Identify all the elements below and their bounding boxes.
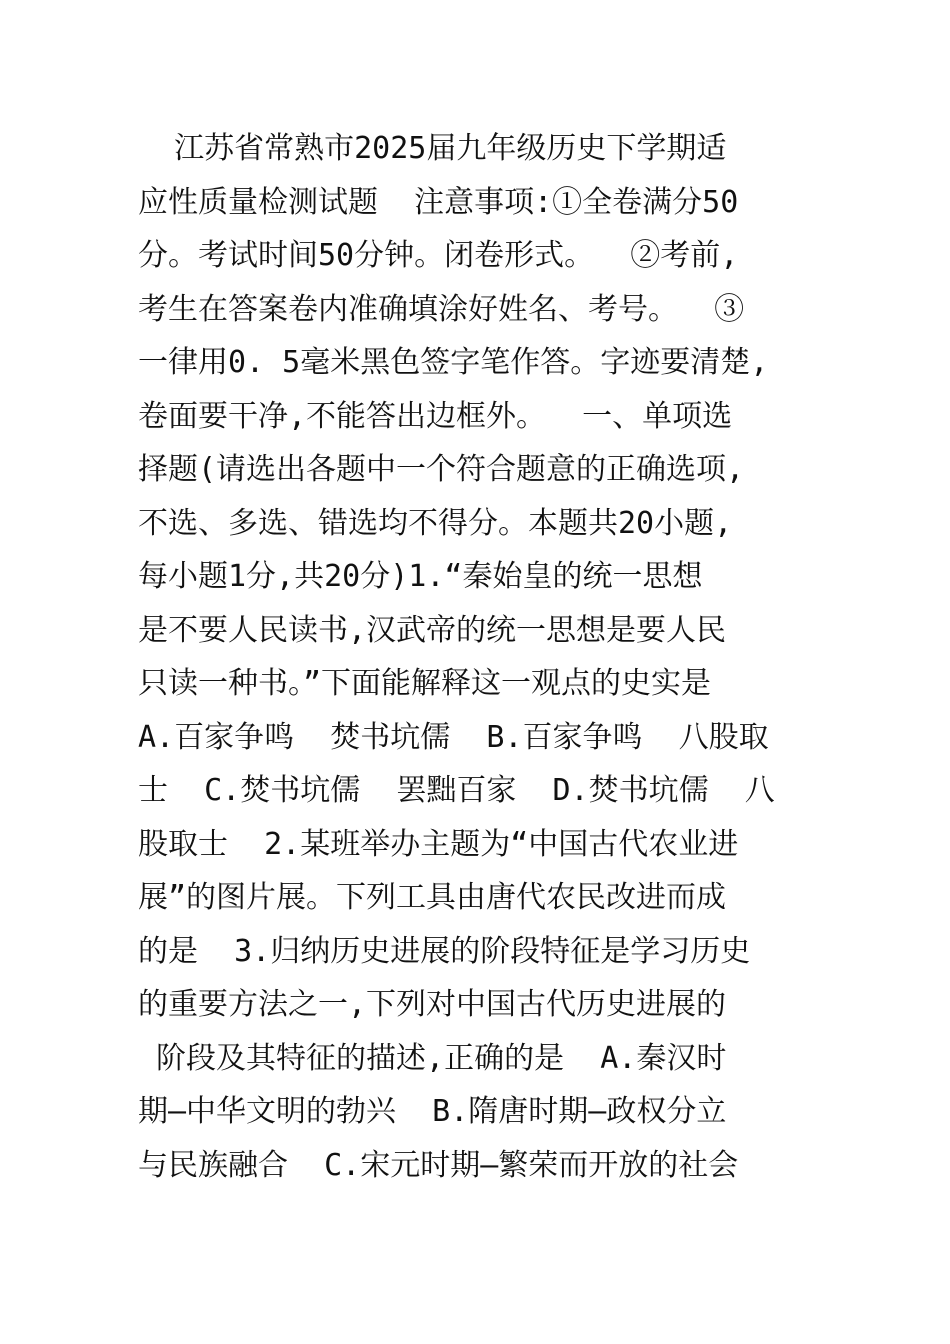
text-line-15: 展”的图片展。下列工具由唐代农民改进而成 <box>138 880 727 915</box>
text-line-5: 一律用0. 5毫米黑色签字笔作答。字迹要清楚, <box>138 345 769 380</box>
document-body <box>138 122 838 1192</box>
text-line-9: 每小题1分,共20分)1.“秦始皇的统一思想 <box>138 559 703 594</box>
text-line-14: 股取士 2.某班举办主题为“中国古代农业进 <box>138 826 739 862</box>
text-line-2: 应性质量检测试题 注意事项:①全卷满分50 <box>138 184 739 220</box>
text-line-20: 与民族融合 C.宋元时期—繁荣而开放的社会 <box>138 1147 739 1183</box>
text-line-16: 的是 3.归纳历史进展的阶段特征是学习历史 <box>138 933 751 969</box>
text-line-7: 择题(请选出各题中一个符合题意的正确选项, <box>138 452 745 487</box>
text-line-6: 卷面要干净,不能答出边框外。 一、单项选 <box>138 398 733 434</box>
text-line-19: 期—中华文明的勃兴 B.隋唐时期—政权分立 <box>138 1094 727 1129</box>
text-line-3: 分。考试时间50分钟。闭卷形式。 ②考前, <box>138 238 739 273</box>
text-line-8: 不选、多选、错选均不得分。本题共20小题, <box>138 505 733 541</box>
text-line-13: 士 C.焚书坑儒 罢黜百家 D.焚书坑儒 八 <box>138 773 775 808</box>
text-line-1: 江苏省常熟市2025届九年级历史下学期适 <box>138 131 727 166</box>
text-line-4: 考生在答案卷内准确填涂好姓名、考号。 ③ <box>138 291 745 327</box>
text-line-18: 阶段及其特征的描述,正确的是 A.秦汉时 <box>138 1040 727 1076</box>
text-line-12: A.百家争鸣 焚书坑儒 B.百家争鸣 八股取 <box>138 719 769 755</box>
text-line-17: 的重要方法之一,下列对中国古代历史进展的 <box>138 987 727 1022</box>
text-line-11: 只读一种书。”下面能解释这一观点的史实是 <box>138 666 712 701</box>
text-line-10: 是不要人民读书,汉武帝的统一思想是要人民 <box>138 612 727 648</box>
